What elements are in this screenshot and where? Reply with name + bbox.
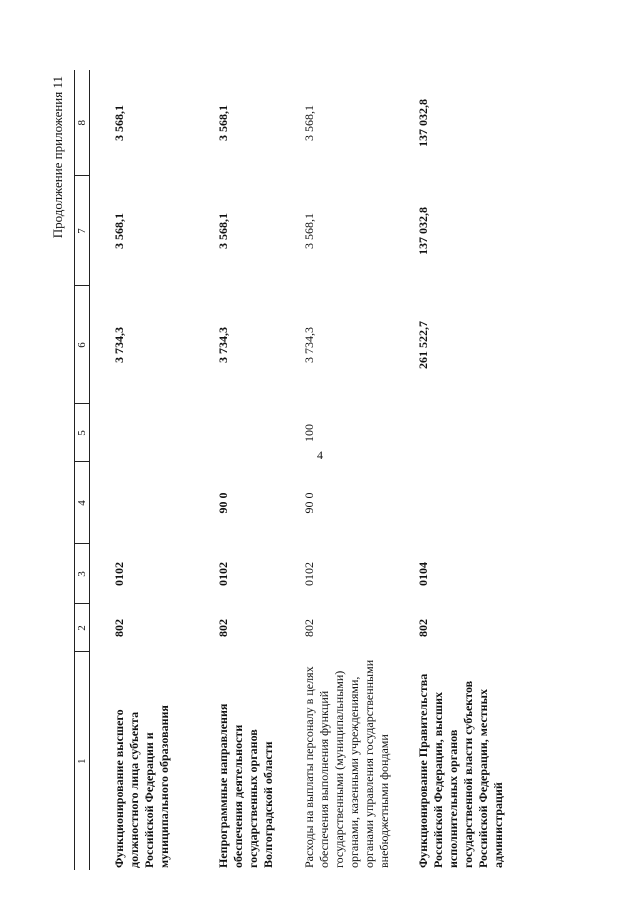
rotated-page bbox=[40, 70, 600, 870]
table-row bbox=[412, 70, 536, 870]
section-code: 0102 bbox=[216, 562, 230, 586]
column-header: 1 bbox=[75, 652, 90, 870]
column-header: 6 bbox=[75, 286, 90, 404]
section-code: 0102 bbox=[302, 562, 316, 586]
amount-col7: 3 568,1 bbox=[302, 213, 316, 249]
section-code: 0102 bbox=[112, 562, 126, 586]
table-row bbox=[212, 70, 298, 870]
row-name: Непрограммные направления обеспечения деятельности государственных органов Волгоградской области bbox=[216, 703, 275, 868]
column-number-row bbox=[75, 70, 90, 870]
amount-col6: 3 734,3 bbox=[302, 327, 316, 363]
expense-type bbox=[212, 404, 298, 462]
expense-type: 100 bbox=[302, 424, 316, 442]
row-name: Функционирование Правительства Российской Федерации, высших исполнительных органов государственной власти субъектов Российской Федерации, местных администраций bbox=[416, 673, 505, 868]
target-article bbox=[90, 462, 213, 544]
table-row bbox=[298, 70, 412, 870]
amount-col8: 3 568,1 bbox=[112, 105, 126, 141]
target-article bbox=[412, 462, 536, 544]
ministry-code: 802 bbox=[216, 619, 230, 637]
amount-col8: 137 032,8 bbox=[416, 99, 430, 147]
target-article: 90 0 bbox=[302, 492, 316, 514]
row-name: Расходы на выплаты персоналу в целях обеспечения выполнения функций государственными (муниципальными) органами, казенными учреждениями, органами управления государственными внебюджетными фондами bbox=[302, 659, 391, 868]
ministry-code: 802 bbox=[302, 619, 316, 637]
table-row bbox=[90, 70, 213, 870]
amount-col6: 261 522,7 bbox=[416, 321, 430, 369]
column-header: 4 bbox=[75, 462, 90, 544]
amount-col6: 3 734,3 bbox=[216, 327, 230, 363]
expense-type bbox=[90, 404, 213, 462]
amount-col6: 3 734,3 bbox=[112, 327, 126, 363]
row-name: Функционирование высшего должностного лица субъекта Российской Федерации и муниципального образования bbox=[112, 705, 171, 868]
column-header: 5 bbox=[75, 404, 90, 462]
page-number: 4 bbox=[317, 448, 323, 462]
amount-col7: 137 032,8 bbox=[416, 207, 430, 255]
amount-col8: 3 568,1 bbox=[216, 105, 230, 141]
column-header: 7 bbox=[75, 176, 90, 286]
column-header: 2 bbox=[75, 604, 90, 652]
target-article: 90 0 bbox=[216, 492, 230, 514]
column-header: 3 bbox=[75, 544, 90, 604]
ministry-code: 802 bbox=[416, 619, 430, 637]
expense-type bbox=[412, 404, 536, 462]
ministry-code: 802 bbox=[112, 619, 126, 637]
appendix-caption: Продолжение приложения 11 bbox=[50, 76, 65, 239]
amount-col7: 3 568,1 bbox=[216, 213, 230, 249]
amount-col8: 3 568,1 bbox=[302, 105, 316, 141]
amount-col7: 3 568,1 bbox=[112, 213, 126, 249]
budget-table bbox=[74, 70, 536, 870]
section-code: 0104 bbox=[416, 562, 430, 586]
column-header: 8 bbox=[75, 70, 90, 176]
